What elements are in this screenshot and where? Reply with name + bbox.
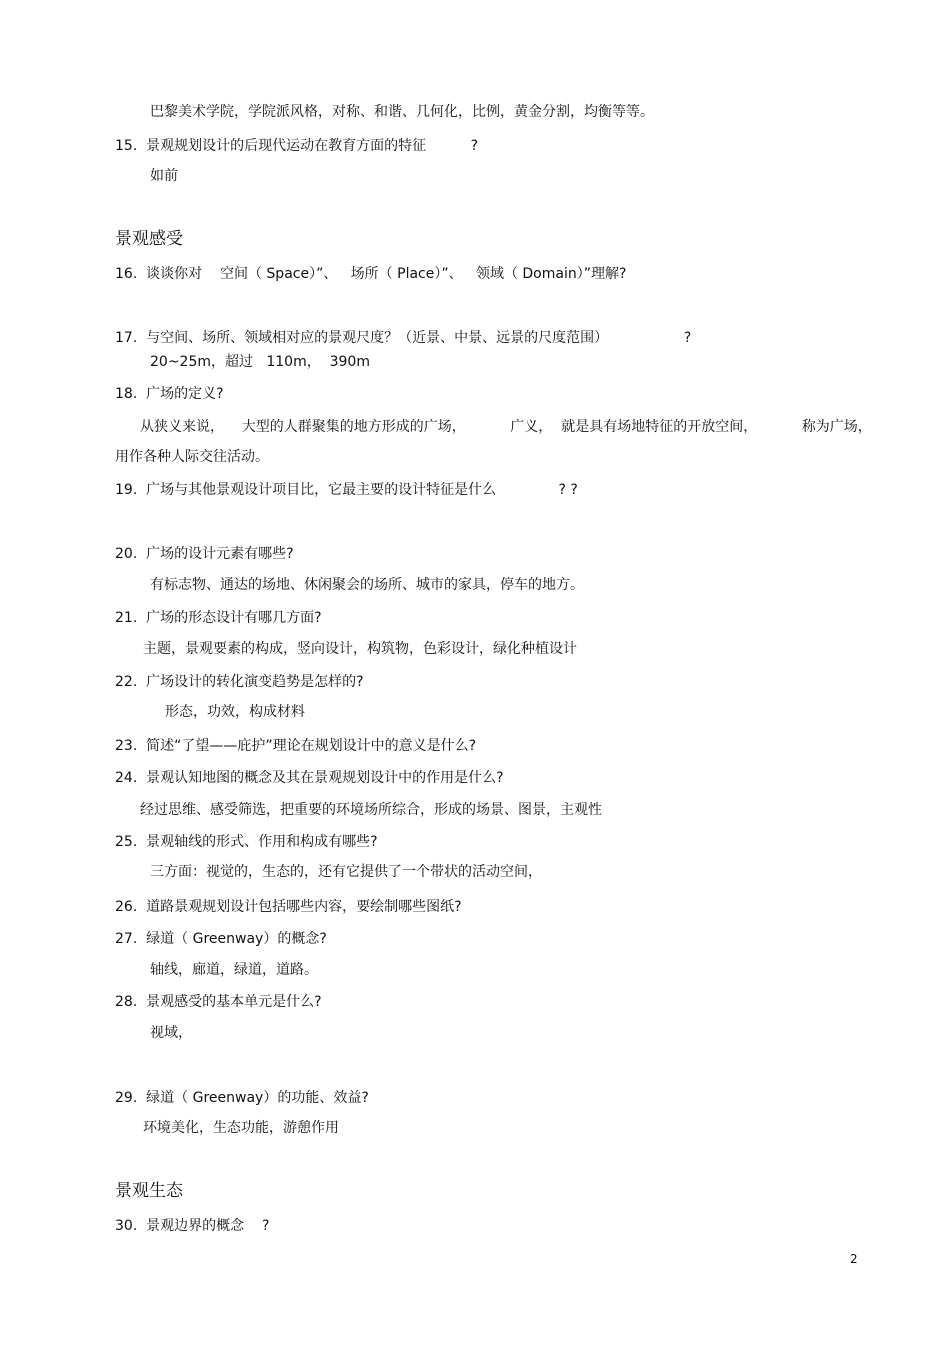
section-heading: 景观感受: [115, 229, 183, 249]
answer-25: 三方面：视觉的，生态的，还有它提供了一个带状的活动空间，: [150, 864, 542, 880]
answer-17: 20~25m，超过 110m， 390m: [150, 354, 370, 370]
question-30: 30. 景观边界的概念 ?: [115, 1218, 270, 1234]
question-21: 21. 广场的形态设计有哪几方面?: [115, 610, 322, 626]
question-15: 15. 景观规划设计的后现代运动在教育方面的特征 ?: [115, 138, 479, 154]
question-17: 17. 与空间、场所、领域相对应的景观尺度？（近景、中景、远景的尺度范围） ?: [115, 330, 692, 346]
answer-28: 视域，: [150, 1025, 192, 1041]
question-20: 20. 广场的设计元素有哪些?: [115, 546, 294, 562]
answer-22: 形态，功效，构成材料: [165, 704, 305, 720]
question-19: 19. 广场与其他景观设计项目比，它最主要的设计特征是什么 ? ?: [115, 482, 578, 498]
question-16: 16. 谈谈你对 空间（ Space）”、 场所（ Place）”、 领域（ Domain）”理解?: [115, 266, 627, 282]
question-24: 24. 景观认知地图的概念及其在景观规划设计中的作用是什么?: [115, 770, 504, 786]
answer-20: 有标志物、通达的场地、休闲聚会的场所、城市的家具，停车的地方。: [150, 577, 584, 593]
answer-21: 主题，景观要素的构成，竖向设计，构筑物，色彩设计，绿化种植设计: [143, 641, 577, 657]
question-18: 18. 广场的定义?: [115, 386, 224, 402]
question-26: 26. 道路景观规划设计包括哪些内容，要绘制哪些图纸?: [115, 899, 462, 915]
text-line: 巴黎美术学院，学院派风格，对称、和谐、几何化，比例，黄金分割，均衡等等。: [150, 104, 654, 120]
question-28: 28. 景观感受的基本单元是什么?: [115, 994, 322, 1010]
page-number: 2: [850, 1252, 858, 1266]
question-23: 23. 简述“了望——庇护”理论在规划设计中的意义是什么?: [115, 738, 477, 754]
section-heading: 景观生态: [115, 1181, 183, 1201]
question-25: 25. 景观轴线的形式、作用和构成有哪些?: [115, 834, 378, 850]
answer-18-line-2: 用作各种人际交往活动。: [115, 449, 269, 465]
question-27: 27. 绿道（ Greenway）的概念?: [115, 931, 327, 947]
answer-18-line-1: 从狭义来说， 大型的人群聚集的地方形成的广场， 广义， 就是具有场地特征的开放空间， 称为广场，: [140, 419, 872, 435]
answer-27: 轴线，廊道，绿道，道路。: [150, 962, 318, 978]
question-22: 22. 广场设计的转化演变趋势是怎样的?: [115, 674, 364, 690]
answer-29: 环境美化，生态功能，游憩作用: [143, 1120, 339, 1136]
answer-24: 经过思维、感受筛选，把重要的环境场所综合，形成的场景、图景，主观性: [140, 802, 602, 818]
answer-15: 如前: [150, 168, 178, 184]
question-29: 29. 绿道（ Greenway）的功能、效益?: [115, 1090, 369, 1106]
